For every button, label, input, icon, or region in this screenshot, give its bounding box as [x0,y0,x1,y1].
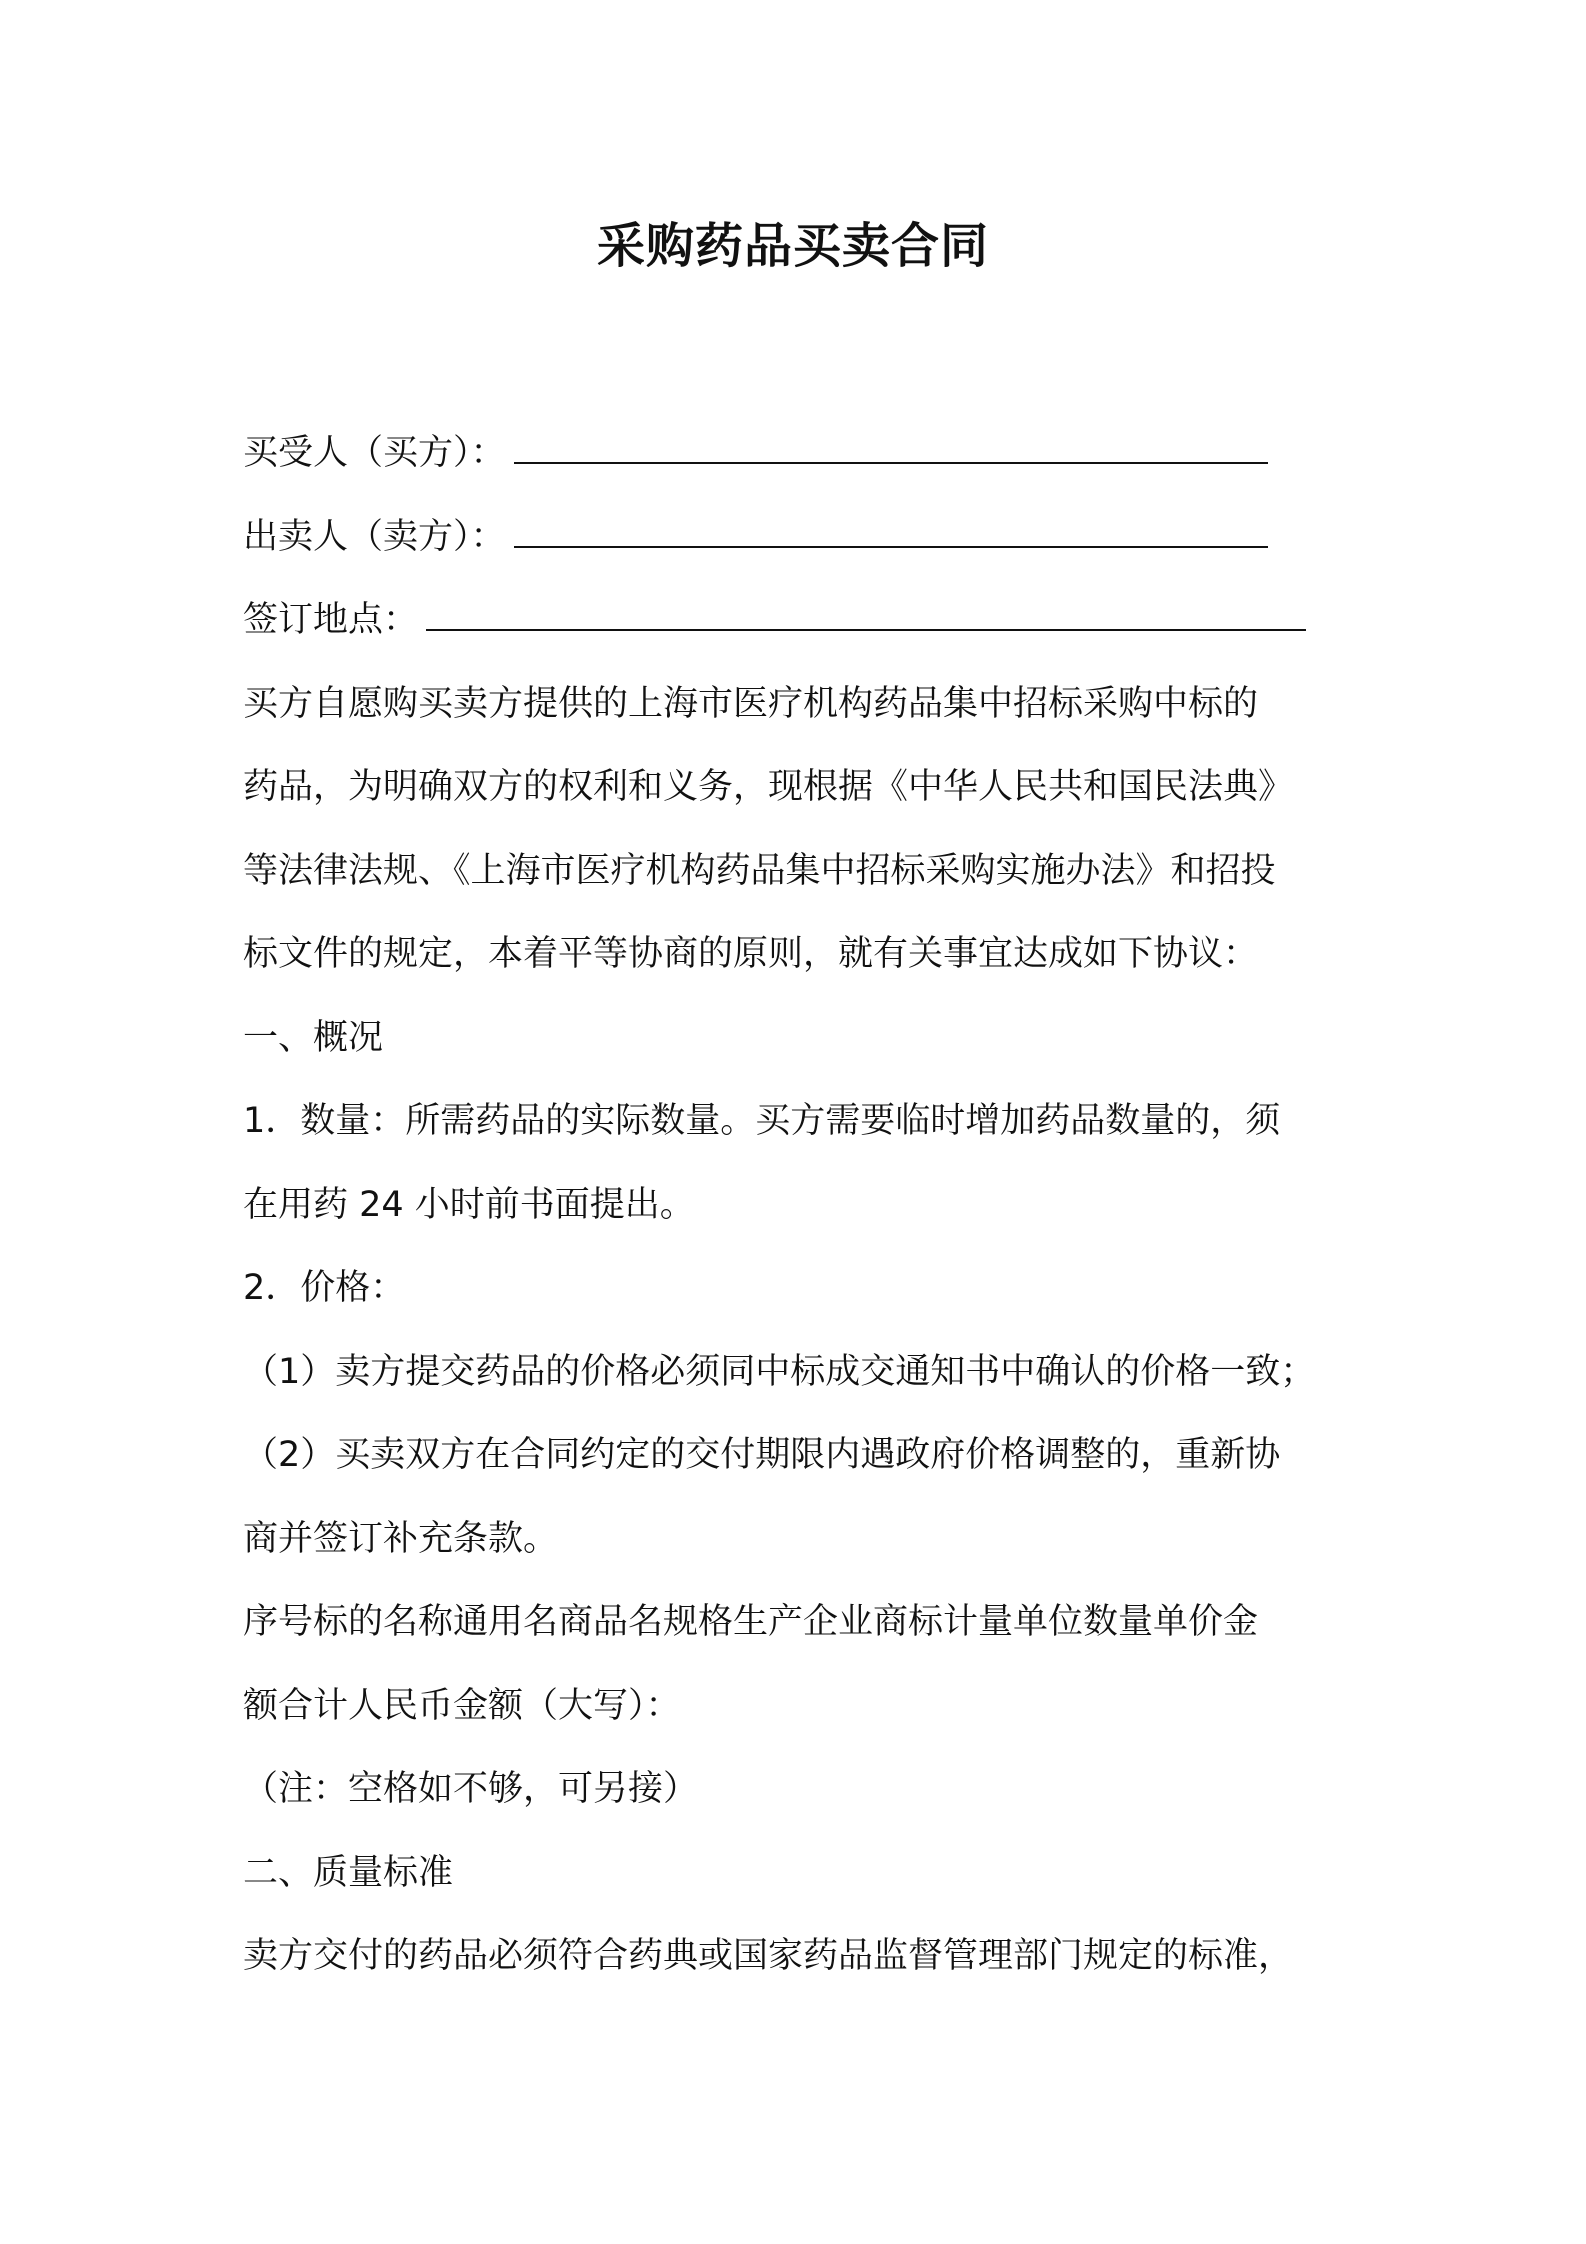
page-title: 采购药品买卖合同 [596,218,989,274]
quantity-line-2: 在用药 24 小时前书面提出。 [243,1184,695,1225]
price-clause-2-line-2: 商并签订补充条款。 [243,1518,559,1559]
note-line: （注：空格如不够，可另接） [243,1769,699,1809]
intro-line-1: 买方自愿购买卖方提供的上海市医疗机构药品集中招标采购中标的 [243,683,1259,724]
quality-line-1: 卖方交付的药品必须符合药典或国家药品监督管理部门规定的标准， [243,1936,1294,1976]
signing-place-label: 签订地点： [243,600,419,640]
price-clause-1: （1）卖方提交药品的价格必须同中标成交通知书中确认的价格一致； [243,1351,1316,1392]
table-header-line-2: 额合计人民币金额（大写）： [243,1685,681,1726]
quantity-line-1: 1．数量：所需药品的实际数量。买方需要临时增加药品数量的，须 [243,1101,1281,1141]
price-clause-2-line-1: （2）买卖双方在合同约定的交付期限内遇政府价格调整的，重新协 [243,1435,1281,1475]
seller-field [243,496,1363,580]
seller-blank-line [514,506,1268,548]
buyer-label: 买受人（买方）： [243,433,506,473]
intro-line-4: 标文件的规定，本着平等协商的原则，就有关事宜达成如下协议： [243,934,1259,974]
intro-line-3: 等法律法规、《上海市医疗机构药品集中招标采购实施办法》和招投 [243,850,1276,891]
section-heading-quality: 二、质量标准 [243,1852,454,1893]
signing-place-blank-line [426,589,1306,631]
seller-label: 出卖人（卖方）： [243,516,506,557]
price-heading: 2．价格： [243,1268,406,1308]
buyer-field [243,412,1363,496]
table-header-line-1: 序号标的名称通用名商品名规格生产企业商标计量单位数量单价金 [243,1602,1259,1642]
intro-line-2: 药品，为明确双方的权利和义务，现根据《中华人民共和国民法典》 [243,767,1294,807]
signing-place-field [243,579,1363,663]
document-body [243,412,1363,1999]
section-heading-overview: 一、概况 [243,1017,384,1058]
buyer-blank-line [514,422,1268,464]
